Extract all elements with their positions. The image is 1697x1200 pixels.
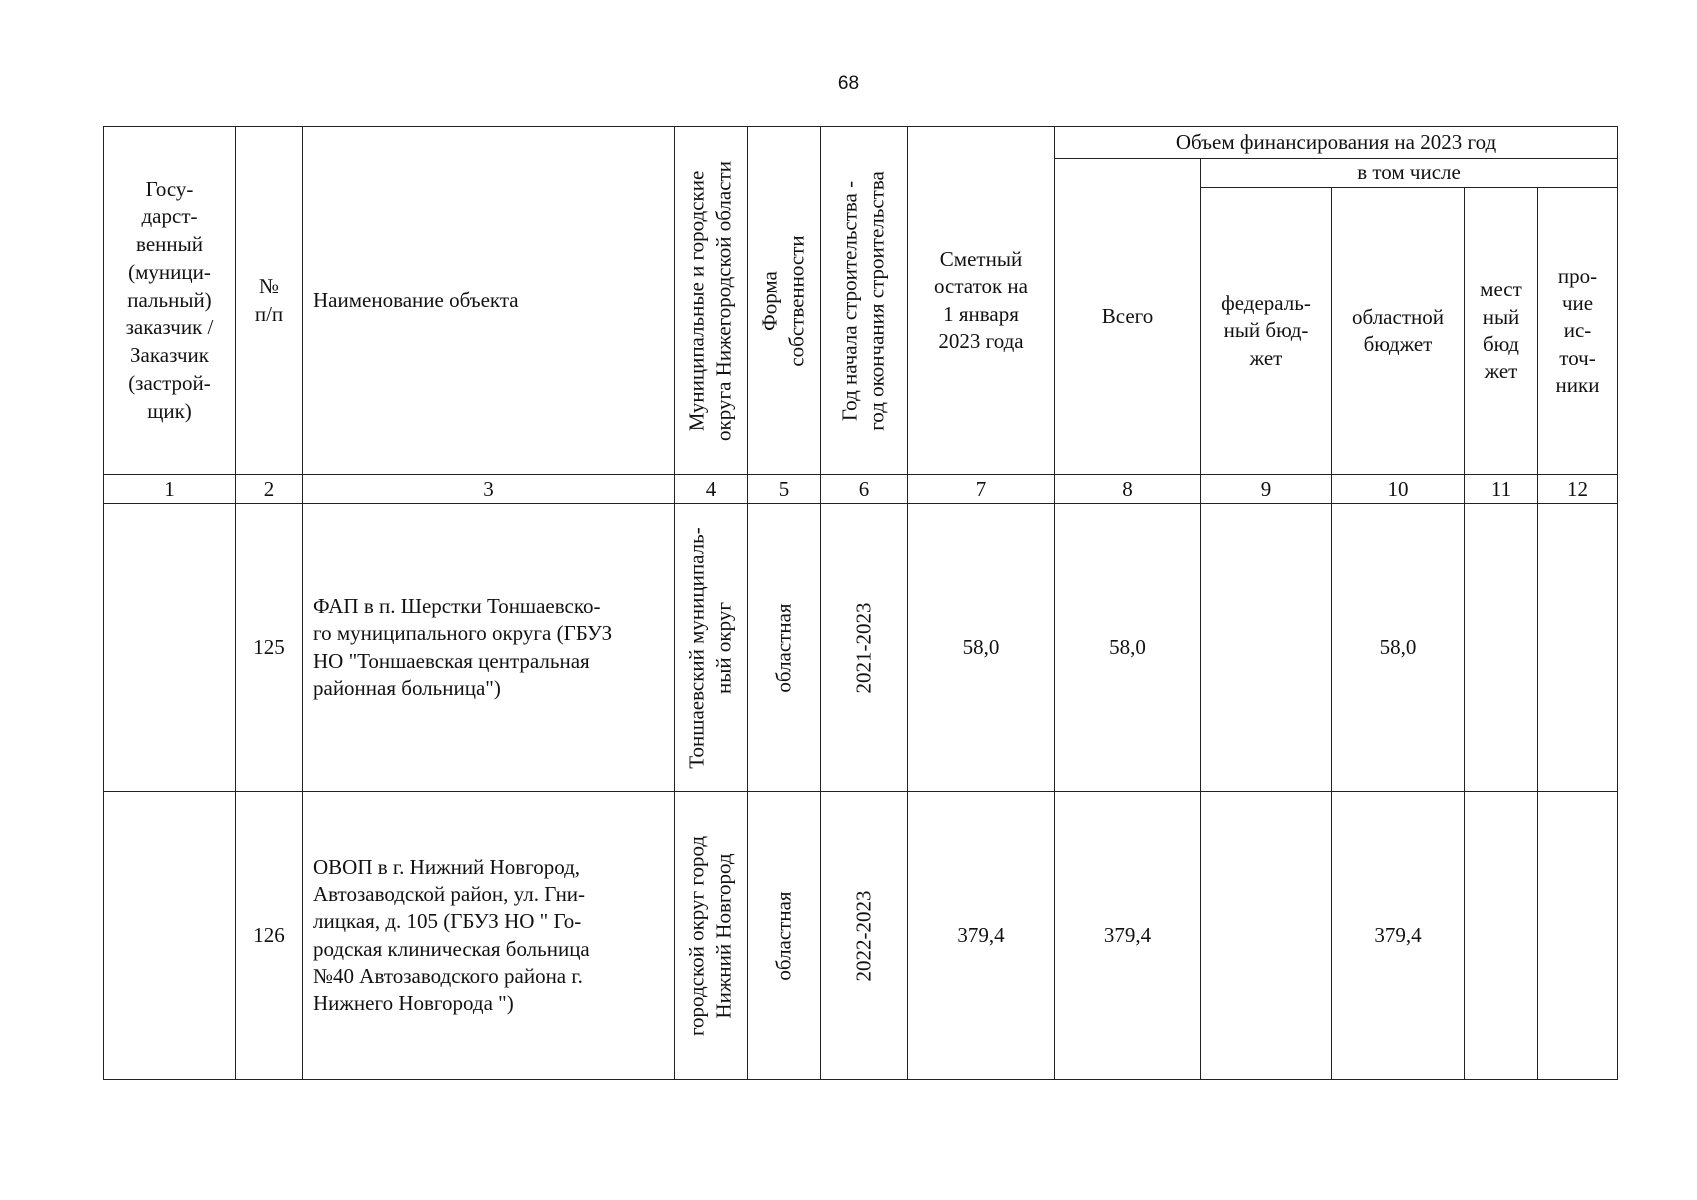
row-local bbox=[1465, 504, 1538, 792]
column-number: 5 bbox=[748, 475, 821, 504]
column-number: 2 bbox=[236, 475, 303, 504]
header-estimate: Сметный остаток на 1 января 2023 года bbox=[908, 127, 1055, 475]
header-customer: Госу- дарст- венный (муници- пальный) заказчик / Заказчик (застрой- щик) bbox=[104, 127, 236, 475]
row-years: 2021-2023 bbox=[821, 504, 908, 792]
column-number: 1 bbox=[104, 475, 236, 504]
header-years: Год начала строительства - год окончания строительства bbox=[821, 127, 908, 475]
row-municipality: Тоншаевский муниципаль- ный округ bbox=[675, 504, 748, 792]
row-other bbox=[1538, 792, 1618, 1080]
row-customer bbox=[104, 792, 236, 1080]
column-number: 3 bbox=[303, 475, 675, 504]
column-number: 10 bbox=[1332, 475, 1465, 504]
row-customer bbox=[104, 504, 236, 792]
row-ownership: областная bbox=[748, 792, 821, 1080]
row-estimate: 379,4 bbox=[908, 792, 1055, 1080]
row-other bbox=[1538, 504, 1618, 792]
column-number: 6 bbox=[821, 475, 908, 504]
row-years: 2022-2023 bbox=[821, 792, 908, 1080]
row-object-name: ФАП в п. Шерстки Тоншаевско- го муниципального округа (ГБУЗ НО "Тоншаевская центральная районная больница") bbox=[303, 504, 675, 792]
row-total: 58,0 bbox=[1055, 504, 1201, 792]
row-federal bbox=[1201, 504, 1332, 792]
header-other: про- чие ис- точ- ники bbox=[1538, 188, 1618, 475]
column-number: 11 bbox=[1465, 475, 1538, 504]
row-regional: 58,0 bbox=[1332, 504, 1465, 792]
header-regional: областной бюджет bbox=[1332, 188, 1465, 475]
column-number: 9 bbox=[1201, 475, 1332, 504]
table-row bbox=[104, 792, 1618, 1080]
row-number: 125 bbox=[236, 504, 303, 792]
row-federal bbox=[1201, 792, 1332, 1080]
column-number: 7 bbox=[908, 475, 1055, 504]
header-including: в том числе bbox=[1201, 159, 1618, 188]
column-number: 4 bbox=[675, 475, 748, 504]
row-ownership: областная bbox=[748, 504, 821, 792]
header-federal: федераль- ный бюд- жет bbox=[1201, 188, 1332, 475]
header-number: № п/п bbox=[236, 127, 303, 475]
row-local bbox=[1465, 792, 1538, 1080]
row-regional: 379,4 bbox=[1332, 792, 1465, 1080]
header-local: мест ный бюд жет bbox=[1465, 188, 1538, 475]
header-object-name: Наименование объекта bbox=[303, 127, 675, 475]
header-municipality: Муниципальные и городские округа Нижегородской области bbox=[675, 127, 748, 475]
header-total: Всего bbox=[1055, 159, 1201, 475]
column-numbers-row bbox=[104, 475, 1618, 504]
page-number: 68 bbox=[837, 73, 860, 94]
header-ownership: Форма собственности bbox=[748, 127, 821, 475]
row-total: 379,4 bbox=[1055, 792, 1201, 1080]
column-number: 12 bbox=[1538, 475, 1618, 504]
table-row bbox=[104, 504, 1618, 792]
row-object-name: ОВОП в г. Нижний Новгород, Автозаводской район, ул. Гни- лицкая, д. 105 (ГБУЗ НО " Го- родская клиническая больница №40 Автозаводского района г. Нижнего Новгорода ") bbox=[303, 792, 675, 1080]
row-number: 126 bbox=[236, 792, 303, 1080]
row-estimate: 58,0 bbox=[908, 504, 1055, 792]
row-municipality: городской округ город Нижний Новгород bbox=[675, 792, 748, 1080]
header-funding: Объем финансирования на 2023 год bbox=[1055, 127, 1618, 159]
column-number: 8 bbox=[1055, 475, 1201, 504]
financing-table bbox=[103, 126, 1618, 1080]
